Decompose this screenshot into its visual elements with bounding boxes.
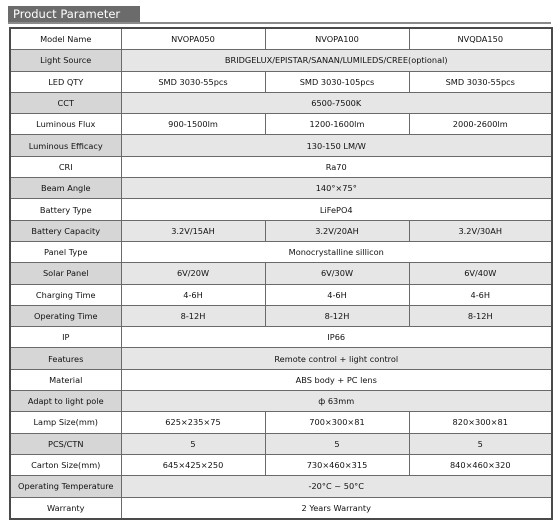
spec-value: 840×460×320 — [409, 454, 552, 475]
spec-value: 1200-1600lm — [265, 114, 409, 135]
spec-label: CCT — [10, 92, 121, 113]
spec-value: 645×425×250 — [121, 454, 265, 475]
spec-label: IP — [10, 327, 121, 348]
spec-value: 3.2V/20AH — [265, 220, 409, 241]
spec-value: 820×300×81 — [409, 412, 552, 433]
spec-value: 8-12H — [409, 305, 552, 326]
spec-row — [10, 433, 552, 454]
spec-row — [10, 476, 552, 497]
spec-value: Ra70 — [121, 156, 552, 177]
spec-value: 8-12H — [265, 305, 409, 326]
spec-row — [10, 327, 552, 348]
spec-table-body — [10, 28, 552, 519]
spec-row — [10, 263, 552, 284]
spec-label: Light Source — [10, 50, 121, 71]
spec-label: Beam Angle — [10, 178, 121, 199]
spec-value: 3.2V/30AH — [409, 220, 552, 241]
spec-label: PCS/CTN — [10, 433, 121, 454]
spec-value: NVQDA150 — [409, 28, 552, 50]
spec-label: Lamp Size(mm) — [10, 412, 121, 433]
spec-value: 4-6H — [265, 284, 409, 305]
spec-label: Material — [10, 369, 121, 390]
spec-row — [10, 199, 552, 220]
title-divider — [8, 22, 551, 24]
spec-value: 140°×75° — [121, 178, 552, 199]
spec-value: 625×235×75 — [121, 412, 265, 433]
product-parameter-table — [9, 27, 553, 520]
spec-value: NVOPA050 — [121, 28, 265, 50]
spec-value: 5 — [265, 433, 409, 454]
spec-row — [10, 241, 552, 262]
spec-value: 3.2V/15AH — [121, 220, 265, 241]
spec-label: Model Name — [10, 28, 121, 50]
spec-label: Luminous Flux — [10, 114, 121, 135]
spec-value: 6V/30W — [265, 263, 409, 284]
spec-row — [10, 369, 552, 390]
spec-row — [10, 454, 552, 475]
spec-label: Luminous Efficacy — [10, 135, 121, 156]
spec-value: 6V/40W — [409, 263, 552, 284]
spec-value: IP66 — [121, 327, 552, 348]
spec-row — [10, 412, 552, 433]
spec-value: 700×300×81 — [265, 412, 409, 433]
spec-row — [10, 71, 552, 92]
spec-value: 4-6H — [409, 284, 552, 305]
spec-value: 4-6H — [121, 284, 265, 305]
spec-value: SMD 3030-105pcs — [265, 71, 409, 92]
spec-label: Solar Panel — [10, 263, 121, 284]
spec-row — [10, 497, 552, 519]
spec-value: 6V/20W — [121, 263, 265, 284]
spec-row — [10, 348, 552, 369]
spec-value: 2 Years Warranty — [121, 497, 552, 519]
spec-value: 5 — [409, 433, 552, 454]
spec-row — [10, 305, 552, 326]
spec-label: Battery Type — [10, 199, 121, 220]
spec-value: -20°C ~ 50°C — [121, 476, 552, 497]
spec-value: ф 63mm — [121, 391, 552, 412]
spec-row — [10, 50, 552, 71]
spec-row — [10, 178, 552, 199]
spec-value: 5 — [121, 433, 265, 454]
spec-value: BRIDGELUX/EPISTAR/SANAN/LUMILEDS/CREE(optional) — [121, 50, 552, 71]
spec-row — [10, 156, 552, 177]
spec-label: Battery Capacity — [10, 220, 121, 241]
spec-row — [10, 391, 552, 412]
spec-value: 730×460×315 — [265, 454, 409, 475]
spec-value: 900-1500lm — [121, 114, 265, 135]
spec-label: Charging Time — [10, 284, 121, 305]
section-title: Product Parameter — [8, 6, 140, 23]
spec-label: Features — [10, 348, 121, 369]
spec-value: SMD 3030-55pcs — [409, 71, 552, 92]
spec-label: Warranty — [10, 497, 121, 519]
spec-label: Carton Size(mm) — [10, 454, 121, 475]
spec-row — [10, 114, 552, 135]
spec-value: LiFePO4 — [121, 199, 552, 220]
spec-row — [10, 284, 552, 305]
spec-label: Adapt to light pole — [10, 391, 121, 412]
spec-label: LED QTY — [10, 71, 121, 92]
spec-label: Panel Type — [10, 241, 121, 262]
spec-label: CRI — [10, 156, 121, 177]
spec-row — [10, 135, 552, 156]
spec-value: 8-12H — [121, 305, 265, 326]
spec-row — [10, 92, 552, 113]
spec-label: Operating Temperature — [10, 476, 121, 497]
spec-value: Remote control + light control — [121, 348, 552, 369]
spec-value: Monocrystalline sillicon — [121, 241, 552, 262]
spec-label: Operating Time — [10, 305, 121, 326]
spec-value: ABS body + PC lens — [121, 369, 552, 390]
spec-value: 130-150 LM/W — [121, 135, 552, 156]
spec-value: SMD 3030-55pcs — [121, 71, 265, 92]
spec-value: NVOPA100 — [265, 28, 409, 50]
spec-row — [10, 28, 552, 50]
spec-value: 2000-2600lm — [409, 114, 552, 135]
spec-value: 6500-7500K — [121, 92, 552, 113]
spec-row — [10, 220, 552, 241]
